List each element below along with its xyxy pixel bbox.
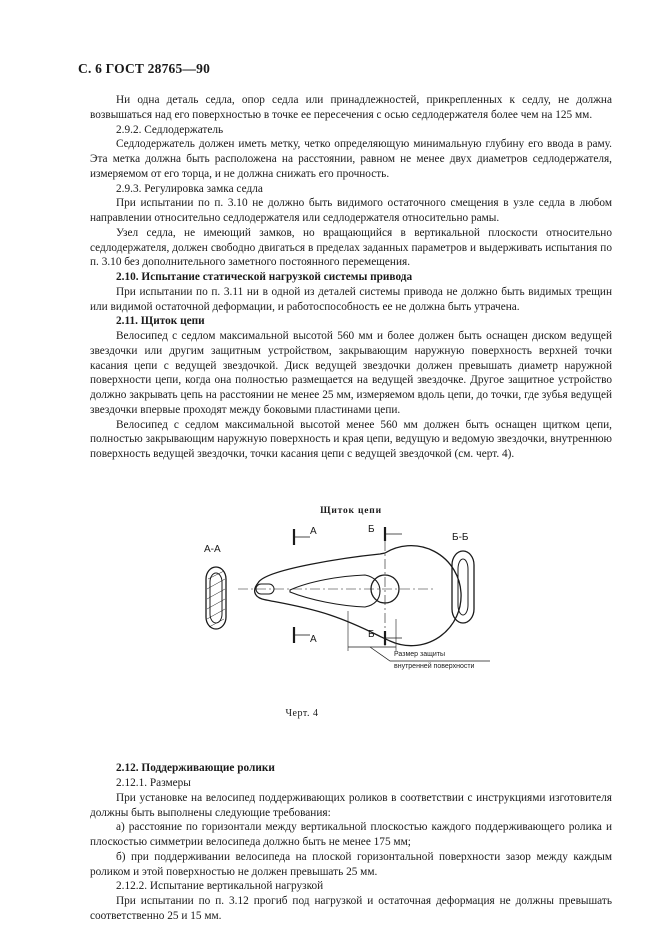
figure-caption: Щиток цепи	[320, 505, 382, 516]
section-a-label-bottom: А	[310, 633, 317, 645]
subsection-heading: 2.9.2. Седлодержатель	[116, 123, 224, 136]
chain-guard-outline	[255, 545, 461, 645]
section-aa-inner	[210, 573, 222, 623]
paragraph: При испытании по п. 3.10 не должно быть видимого остаточного смещения в узле седла в любом направлении относительно седлодержателя или седлодержателя относительно рамы.	[90, 197, 612, 224]
paragraph: Ни одна деталь седла, опор седла или принадлежностей, прикрепленных к седлу, не должна возвышаться над его поверхностью в точке ее пересечения с осью седлодержателя более чем на 125 мм.	[90, 94, 612, 121]
section-bb-outer	[452, 551, 474, 623]
subsection-heading: 2.12.1. Размеры	[116, 777, 191, 789]
section-b-label-bottom: Б	[368, 628, 375, 640]
section-bb-label: Б-Б	[452, 531, 469, 543]
section-a-label-top: А	[310, 525, 317, 537]
section-b-label-top: Б	[368, 523, 375, 535]
section-aa-label: А-А	[204, 543, 221, 555]
chain-guard-drawing	[90, 519, 612, 689]
chain-guard-figure	[90, 519, 612, 707]
dimension-note-line1: Размер защиты	[394, 650, 446, 658]
figure-number: Черт. 4	[285, 707, 319, 719]
paragraph: Велосипед с седлом максимальной высотой менее 560 мм должен быть оснащен щитком цепи, полностью закрывающим наружную поверхность и края цепи, ведущую и ведомую звездочки, внутреннюю поверхность ведущей звездочки, точки касания цепи с ведущей звездочкой (см. черт. 4).	[90, 418, 612, 460]
section-heading: 2.12. Поддерживающие ролики	[116, 762, 275, 775]
page-header: С. 6 ГОСТ 28765—90	[78, 61, 211, 76]
section-heading: 2.11. Щиток цепи	[116, 315, 205, 328]
paragraph: При испытании по п. 3.11 ни в одной из деталей системы привода не должно быть видимых трещин или видимой остаточной деформации, и работоспособность ее не должна быть утрачена.	[90, 285, 612, 313]
subsection-heading: 2.12.2. Испытание вертикальной нагрузкой	[116, 880, 324, 893]
section-heading: 2.10. Испытание статической нагрузкой системы привода	[116, 271, 413, 283]
paragraph: Седлодержатель должен иметь метку, четко определяющую минимальную глубину его ввода в раму. Эта метка должна быть расположена на расстоянии, равном не менее двух диаметров седлодержателя, измеряемом от его торца, и не должна снижать его прочность.	[90, 138, 612, 180]
dimension-note-line2: внутренней поверхности	[394, 662, 475, 670]
document-body	[90, 93, 612, 924]
subsection-heading: 2.9.3. Регулировка замка седла	[116, 182, 263, 195]
paragraph: При установке на велосипед поддерживающих роликов в соответствии с инструкциями изготовителя должны быть выполнены следующие требования:	[90, 791, 612, 819]
list-item: а) расстояние по горизонтали между вертикальной плоскостью каждого поддерживающего ролика и плоскостью симметрии велосипеда должно быть не менее 175 мм;	[90, 821, 612, 848]
paragraph: Узел седла, не имеющий замков, но вращающийся в вертикальной плоскости относительно седлодержателя, должен свободно двигаться в пределах заданных параметров и выдерживать испытания по п. 3.10 без дополнительного заметного постоянного перемещения.	[90, 226, 612, 269]
paragraph: При испытании по п. 3.12 прогиб под нагрузкой и остаточная деформация не должны превышать соответственно 25 и 15 мм.	[90, 895, 612, 922]
inner-cutout	[290, 575, 380, 607]
list-item: б) при поддерживании велосипеда на плоской горизонтальной поверхности зазор между каждым роликом и этой поверхностью не должен превышать 25 мм.	[90, 850, 612, 878]
paragraph: Велосипед с седлом максимальной высотой 560 мм и более должен быть оснащен диском ведущей звездочки или другим защитным устройством, закрывающим наружную поверхность верхней точки касания цепи с ведущей звездочкой. Диск ведущей звездочки должен превышать диаметр наружной поверхности цепи, когда она полностью размещается на ведущей звездочке. Другое защитное устройство должно закрывать цепь на расстоянии не менее 25 мм, измеряемом вдоль цепи, до точки, где зубья ведущей звездочки впервые проходят между боковыми пластинами цепи.	[90, 330, 612, 416]
